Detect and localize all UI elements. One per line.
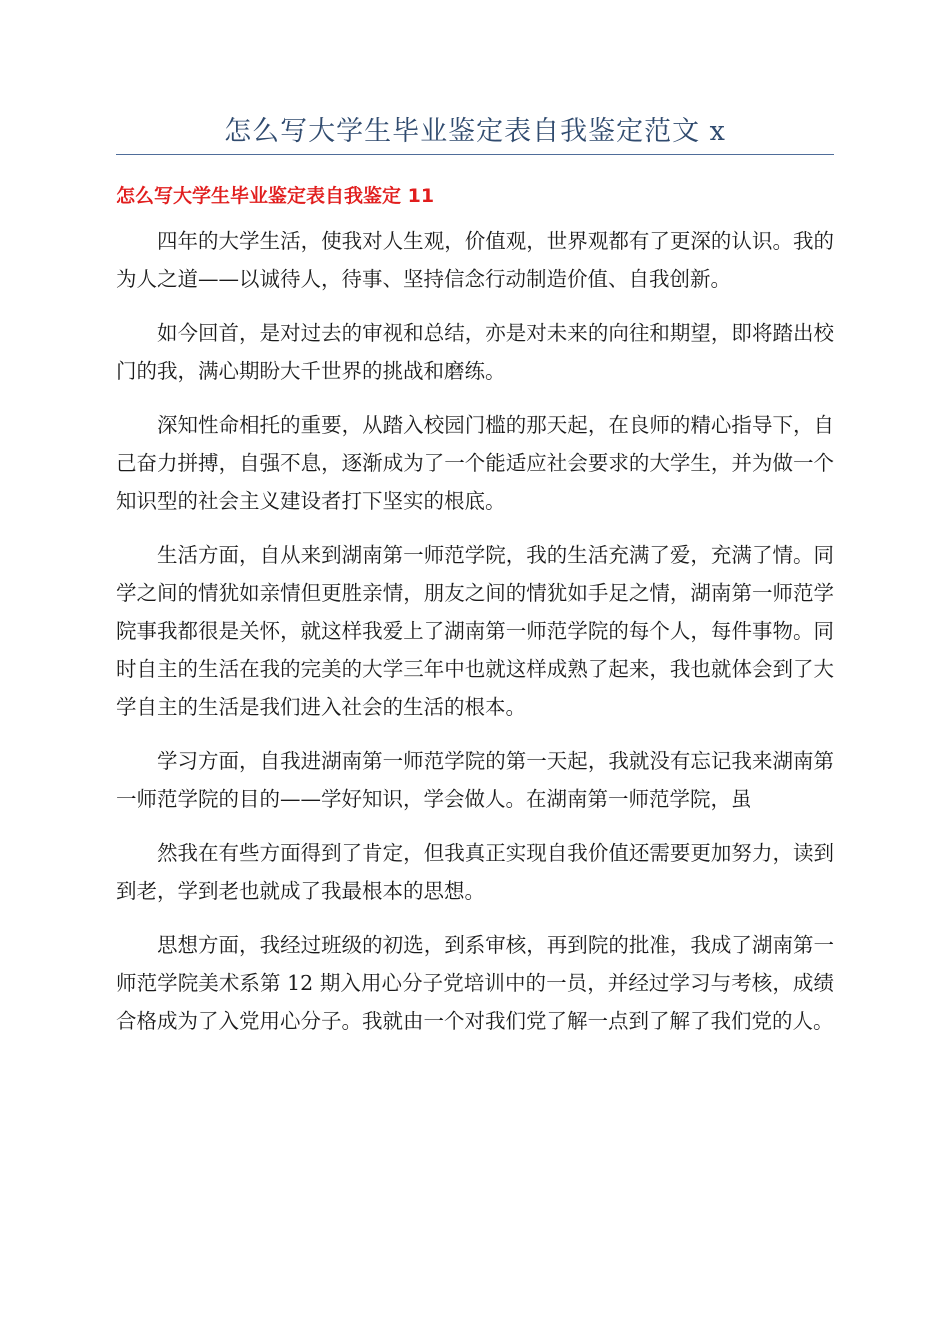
paragraph: 深知性命相托的重要，从踏入校园门槛的那天起，在良师的精心指导下，自己奋力拼搏，自强不息，逐渐成为了一个能适应社会要求的大学生，并为做一个知识型的社会主义建设者打下坚实的根底。 bbox=[116, 413, 834, 513]
document-body bbox=[116, 222, 834, 1056]
section-heading: 怎么写大学生毕业鉴定表自我鉴定 11 bbox=[116, 185, 435, 207]
paragraph: 然我在有些方面得到了肯定，但我真正实现自我价值还需要更加努力，读到到老，学到老也就成了我最根本的思想。 bbox=[116, 841, 834, 903]
document-title: 怎么写大学生毕业鉴定表自我鉴定范文 x bbox=[224, 116, 726, 147]
paragraph: 四年的大学生活，使我对人生观，价值观，世界观都有了更深的认识。我的为人之道——以诚待人，待事、坚持信念行动制造价值、自我创新。 bbox=[116, 229, 834, 291]
paragraph: 生活方面，自从来到湖南第一师范学院，我的生活充满了爱，充满了情。同学之间的情犹如亲情但更胜亲情，朋友之间的情犹如手足之情，湖南第一师范学院事我都很是关怀，就这样我爱上了湖南第一师范学院的每个人，每件事物。同时自主的生活在我的完美的大学三年中也就这样成熟了起来，我也就体会到了大学自主的生活是我们进入社会的生活的根本。 bbox=[116, 543, 834, 719]
paragraph: 学习方面，自我进湖南第一师范学院的第一天起，我就没有忘记我来湖南第一师范学院的目的——学好知识，学会做人。在湖南第一师范学院，虽 bbox=[116, 749, 834, 811]
title-underline bbox=[116, 154, 834, 155]
paragraph: 如今回首，是对过去的审视和总结，亦是对未来的向往和期望，即将踏出校门的我，满心期盼大千世界的挑战和磨练。 bbox=[116, 321, 834, 383]
paragraph: 思想方面，我经过班级的初选，到系审核，再到院的批准，我成了湖南第一师范学院美术系第 12 期入用心分子党培训中的一员，并经过学习与考核，成绩合格成为了入党用心分子。我就由一个对我们党了解一点到了解了我们党的人。 bbox=[116, 933, 834, 1033]
